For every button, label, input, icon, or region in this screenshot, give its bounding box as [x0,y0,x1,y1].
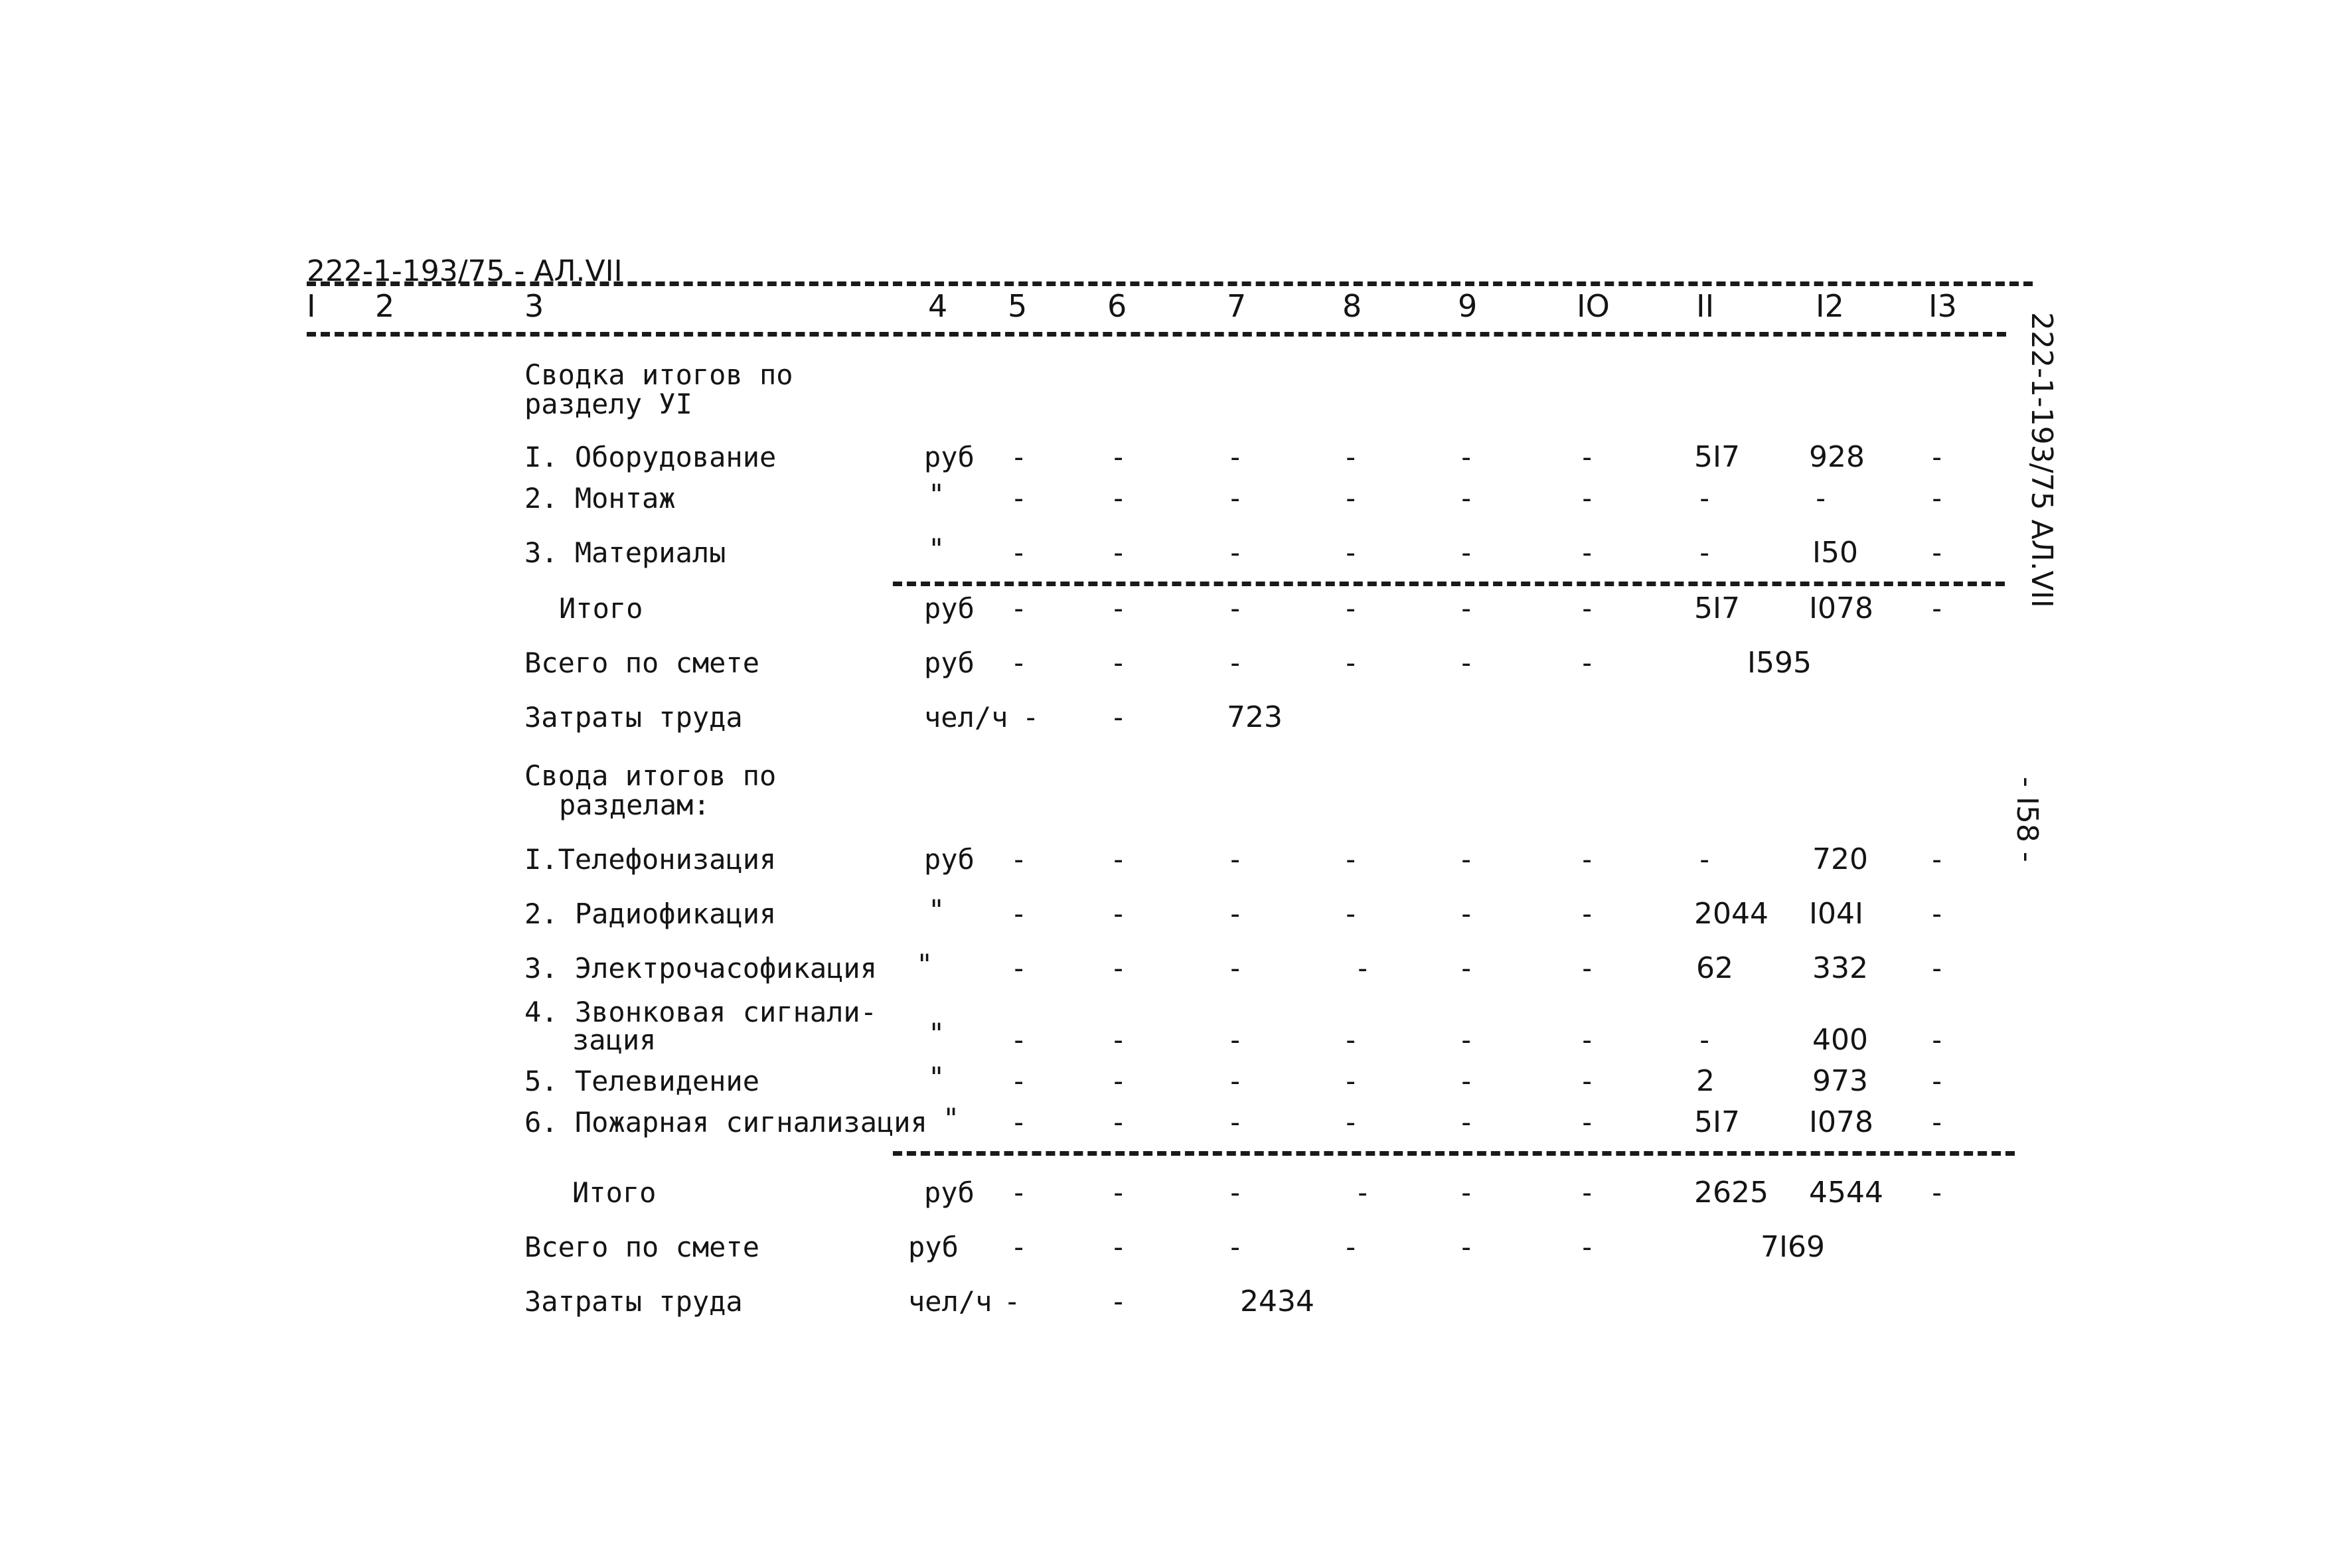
cell-13: - [1928,1065,1946,1097]
row-label: 2. Радиофикация [524,898,777,930]
row-label-continuation: зация [572,1024,657,1056]
cell-5: - [1010,592,1028,625]
row-label: Итого [572,1176,657,1209]
column-header-1: I [307,288,316,324]
cell-10: - [1579,898,1596,930]
cell-7: - [1227,441,1244,473]
cell-5: - [1010,482,1028,514]
column-header-12: I2 [1816,288,1844,324]
cell-7: - [1227,592,1244,625]
cell-8: - [1342,482,1360,514]
cell-11: 2 [1696,1064,1715,1098]
header-rule [307,332,2006,337]
cell-8: - [1342,1106,1360,1138]
cell-6: - [1110,482,1127,514]
cell-6: - [1110,898,1127,930]
cell-9: - [1458,1106,1475,1138]
cell-10: - [1579,647,1596,679]
cell-12: I078 [1809,1105,1873,1139]
row-unit: руб [908,1231,959,1263]
row-label: 6. Пожарная сигнализация [524,1106,927,1138]
cell-13: - [1928,843,1946,876]
cell-6: - [1110,1231,1127,1263]
cell-7: - [1227,1231,1244,1263]
cell-6: - [1110,441,1127,473]
cell-5: - [1010,647,1028,679]
row-unit: чел/ч [908,1285,992,1318]
column-header-13: I3 [1928,288,1957,324]
cell-6: - [1110,647,1127,679]
cell-9: - [1458,843,1475,876]
cell-7: - [1227,843,1244,876]
row-unit: руб [924,647,975,679]
cell-13: - [1928,1024,1946,1056]
cell-6: - [1110,1176,1127,1209]
row-label: 3. Материалы [524,536,726,569]
cell-6: - [1110,1106,1127,1138]
cell-9: - [1458,647,1475,679]
cell-10: - [1579,952,1596,984]
cell-9: - [1458,441,1475,473]
cell-11: - [1696,1024,1713,1056]
cell-8: - [1354,1176,1372,1209]
cell-6: - [1110,843,1127,876]
cell-11: 5I7 [1694,1105,1740,1139]
row-label: I.Телефонизация [524,843,777,876]
row-unit: " [928,478,945,510]
row-label: 2. Монтаж [524,482,676,514]
cell-5: - [1010,1106,1028,1138]
cell-11: 62 [1696,951,1733,985]
cell-11: - [1696,482,1713,514]
cell-12: 4544 [1809,1176,1883,1210]
top-rule [307,281,2033,286]
cell-12: 928 [1809,440,1865,474]
row-label: Итого [559,592,643,625]
side-document-code: 222-1-193/75 АЛ.VII [2025,312,2059,608]
cell-5: - [1004,1285,1021,1318]
cell-6: - [1110,536,1127,569]
cell-7: - [1227,482,1244,514]
cell-13: - [1928,1176,1946,1209]
cell-7: - [1227,1176,1244,1209]
cell-11: 2044 [1694,897,1768,931]
cell-9: - [1458,898,1475,930]
cell-13: - [1928,898,1946,930]
cell-8: - [1342,592,1360,625]
subtotal-rule [893,1151,2015,1156]
cell-12: 973 [1812,1064,1868,1098]
cell-7: - [1227,647,1244,679]
row-unit: руб [924,843,975,876]
cell-10: - [1579,441,1596,473]
row-label: Затраты труда [524,701,743,734]
row-label: Затраты труда [524,1285,743,1318]
row-label: 4. Звонковая сигнали- [524,996,878,1028]
cell-7: - [1227,1024,1244,1056]
cell-5: - [1010,898,1028,930]
cell-13: - [1928,1106,1946,1138]
row-unit: " [916,948,933,980]
cell-13: - [1928,482,1946,514]
cell-10: - [1579,1024,1596,1056]
row-unit: руб [924,1176,975,1209]
cell-11: - [1696,843,1713,876]
cell-9: - [1458,536,1475,569]
cell-5: - [1010,1176,1028,1209]
document-code: 222-1-193/75 - АЛ.VII [307,254,623,288]
cell-7: - [1227,952,1244,984]
cell-13: - [1928,536,1946,569]
cell-7: - [1227,536,1244,569]
row-unit: " [928,894,945,926]
cell-10: - [1579,592,1596,625]
cell-6: - [1110,952,1127,984]
page-number: - I58 - [2010,777,2044,862]
cell-9: - [1458,952,1475,984]
cell-13: - [1928,441,1946,473]
cell-13: - [1928,952,1946,984]
row-unit: " [943,1102,960,1135]
cell-8: - [1342,1231,1360,1263]
cell-6: - [1110,1065,1127,1097]
cell-8: - [1342,441,1360,473]
cell-9: - [1458,1231,1475,1263]
cell-11-12: I595 [1747,646,1812,680]
cell-10: - [1579,1106,1596,1138]
row-unit: руб [924,441,975,473]
cell-12: 400 [1812,1023,1868,1057]
cell-5: - [1010,952,1028,984]
cell-6: - [1110,592,1127,625]
cell-10: - [1579,482,1596,514]
column-header-7: 7 [1227,288,1247,324]
cell-8: - [1342,536,1360,569]
cell-11: 5I7 [1694,591,1740,625]
column-header-8: 8 [1342,288,1362,324]
cell-11-12: 7I69 [1761,1230,1825,1264]
section2-title-line2: разделам: [559,789,710,821]
cell-12: I50 [1812,536,1858,570]
cell-5: - [1010,1231,1028,1263]
row-label: Всего по смете [524,1231,760,1263]
cell-10: - [1579,1065,1596,1097]
cell-7: - [1227,898,1244,930]
cell-12: - [1812,482,1830,514]
column-header-3: 3 [524,288,544,324]
cell-11: 2625 [1694,1176,1768,1210]
row-unit: руб [924,592,975,625]
cell-10: - [1579,536,1596,569]
row-label: 3. Электрочасофикация [524,952,878,984]
column-header-2: 2 [375,288,395,324]
cell-12: I04I [1809,897,1863,931]
cell-9: - [1458,1176,1475,1209]
section2-title-line1: Свода итогов по [524,759,777,792]
cell-9: - [1458,1065,1475,1097]
cell-8: - [1342,843,1360,876]
cell-5: - [1010,843,1028,876]
column-header-11: II [1696,288,1715,324]
cell-6: - [1110,701,1127,734]
subtotal-rule [893,582,2005,586]
cell-11: - [1696,536,1713,569]
cell-10: - [1579,843,1596,876]
cell-5: - [1010,441,1028,473]
cell-11: 5I7 [1694,440,1740,474]
cell-12: 720 [1812,842,1868,876]
cell-6: - [1110,1285,1127,1318]
column-header-4: 4 [928,288,948,324]
row-unit: " [928,1061,945,1093]
column-header-10: IO [1577,288,1610,324]
cell-7: - [1227,1106,1244,1138]
column-header-9: 9 [1458,288,1478,324]
cell-8: - [1342,1024,1360,1056]
cell-7: - [1227,1065,1244,1097]
row-label: Всего по смете [524,647,760,679]
cell-9: - [1458,592,1475,625]
column-header-5: 5 [1008,288,1028,324]
cell-5: - [1010,1024,1028,1056]
cell-9: - [1458,1024,1475,1056]
cell-5: - [1010,1065,1028,1097]
row-unit: чел/ч [924,701,1008,734]
cell-8: - [1342,647,1360,679]
section1-title-line1: Сводка итогов по [524,358,793,391]
cell-12: 332 [1812,951,1868,985]
cell-8: - [1342,898,1360,930]
cell-7: 723 [1227,700,1283,734]
cell-10: - [1579,1231,1596,1263]
cell-12: I078 [1809,591,1873,625]
cell-13: - [1928,592,1946,625]
cell-9: - [1458,482,1475,514]
row-label: 5. Телевидение [524,1065,760,1097]
row-unit: " [928,1017,945,1050]
cell-8: - [1342,1065,1360,1097]
cell-8: - [1354,952,1372,984]
cell-5: - [1010,536,1028,569]
row-label: I. Оборудование [524,441,777,473]
section1-title-line2: разделу УI [524,388,692,420]
cell-7: 2434 [1240,1285,1314,1318]
cell-6: - [1110,1024,1127,1056]
column-header-6: 6 [1107,288,1127,324]
cell-5: - [1022,701,1040,734]
row-unit: " [928,532,945,565]
cell-10: - [1579,1176,1596,1209]
